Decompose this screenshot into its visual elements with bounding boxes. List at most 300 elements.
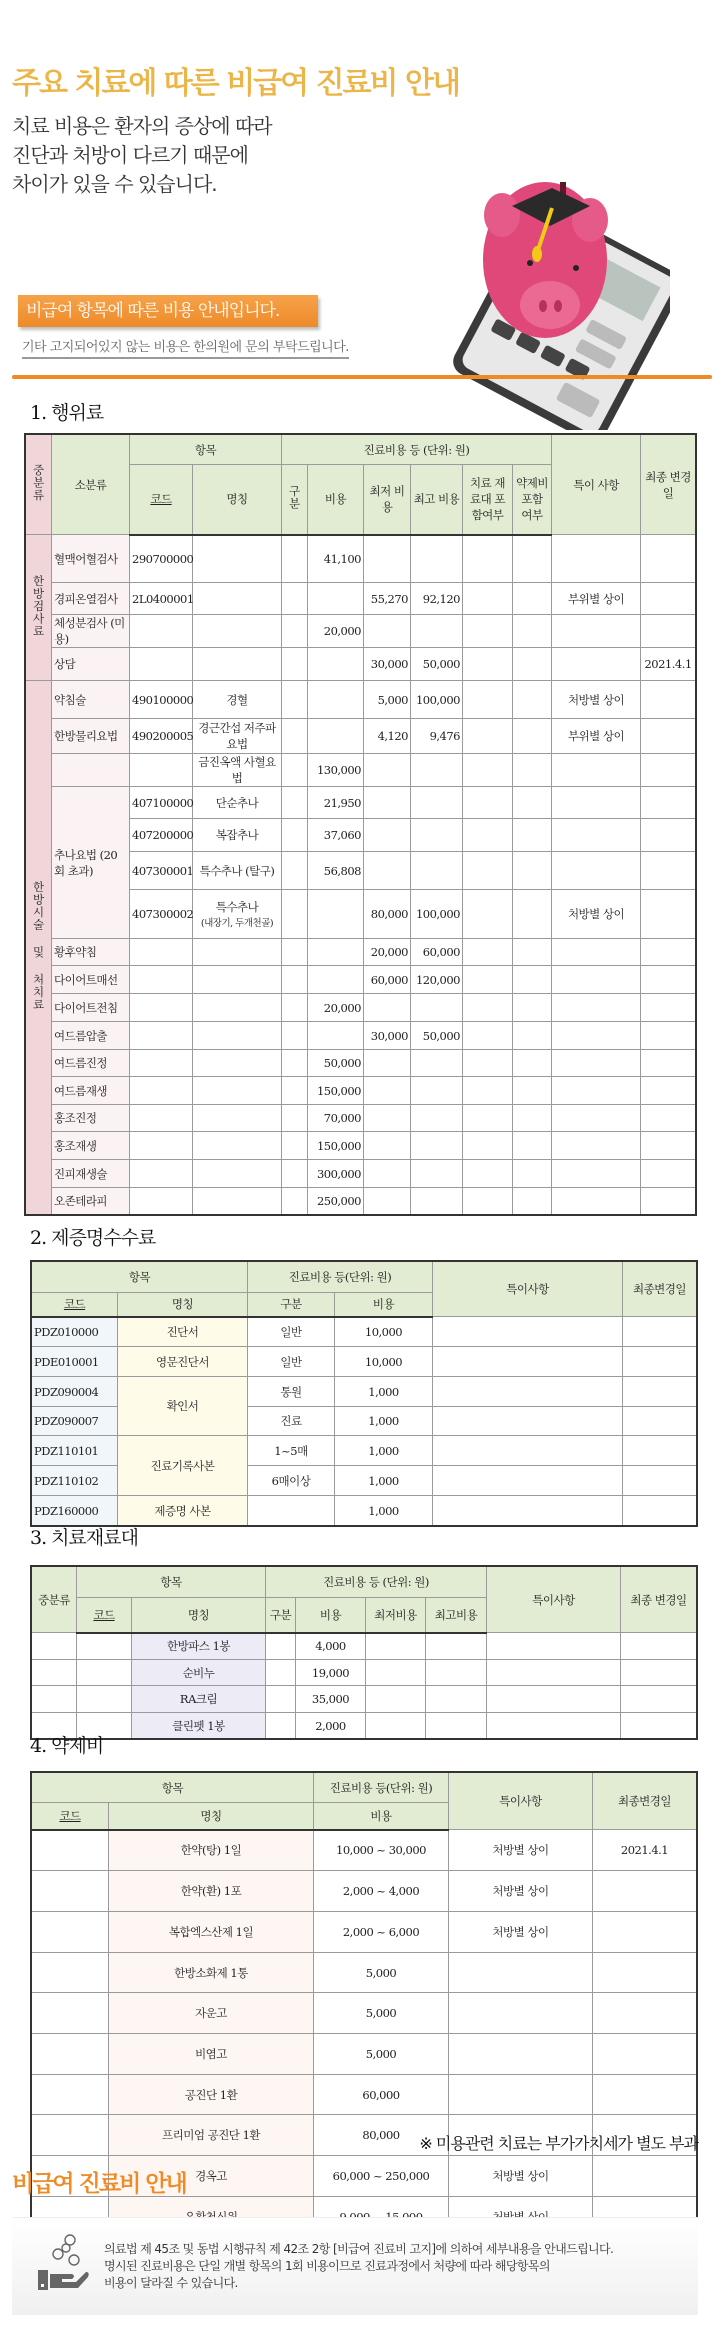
cell-min: 5,000 — [364, 681, 411, 719]
cell-sub-category: 상담 — [52, 648, 130, 681]
header-name: 명칭 — [132, 1598, 266, 1633]
header-name: 명칭 — [118, 1293, 248, 1317]
cell-max — [411, 1188, 463, 1215]
header-item: 항목 — [32, 1262, 248, 1293]
cell-cost: 41,100 — [308, 535, 364, 583]
cell-max — [411, 852, 463, 890]
cell-date — [623, 1347, 697, 1377]
cell-cost: 10,000 — [335, 1317, 433, 1347]
cell-cost: 70,000 — [308, 1105, 364, 1132]
cell-notes — [552, 1022, 641, 1050]
header-type: 구분 — [266, 1598, 296, 1633]
cell-cost: 50,000 — [308, 1050, 364, 1077]
cell-drug — [513, 1160, 552, 1188]
vat-note: ※ 미용관련 치료는 부가가치세가 별도 부과 — [419, 2134, 698, 2153]
cell-cost: 19,000 — [296, 1660, 366, 1686]
cell-notes — [449, 2075, 593, 2115]
cell-notes — [552, 1105, 641, 1132]
cell-cost: 250,000 — [308, 1188, 364, 1215]
cell-mat — [463, 754, 513, 787]
cell-date — [593, 2156, 697, 2197]
cell-type: 진료 — [248, 1407, 335, 1436]
hero-subtitle-line: 진단과 처방이 다르기 때문에 — [12, 143, 248, 167]
cell-min — [364, 615, 411, 648]
header-type: 구분 — [248, 1293, 335, 1317]
cell-notes — [433, 1496, 623, 1526]
cell-date — [593, 1912, 697, 1953]
header-mid-category: 중분류 — [26, 435, 52, 535]
cell-date — [641, 966, 696, 994]
cell-cost: 10,000 ~ 30,000 — [314, 1830, 449, 1871]
cell-date — [641, 1077, 696, 1105]
cell-sub-category: 약침술 — [52, 681, 130, 719]
cell-date: 2021.4.1 — [593, 1830, 697, 1871]
cell-name-main: 특수추나 — [215, 900, 259, 914]
notice-line: 명시된 진료비용은 단일 개별 항목의 1회 비용이므로 진료과정에서 처량에 따라 해당항목의 — [104, 2259, 550, 2273]
cell-type — [282, 939, 308, 966]
cell-type — [282, 890, 308, 939]
cell-date — [641, 719, 696, 754]
cell-max — [411, 615, 463, 648]
table-row — [26, 719, 696, 754]
cell-date — [593, 1953, 697, 1993]
header-material-included: 치료 재료대 포함여부 — [463, 465, 513, 535]
cell-name: 단순추나 — [193, 787, 282, 819]
material-fees-table — [31, 1566, 697, 1739]
cell-cost — [308, 681, 364, 719]
header-item: 항목 — [32, 1773, 314, 1803]
cell-date — [641, 939, 696, 966]
cell-type — [248, 1496, 335, 1526]
cell-cost: 300,000 — [308, 1160, 364, 1188]
cell-type — [282, 1077, 308, 1105]
header-name: 명칭 — [193, 465, 282, 535]
cell-name — [193, 1022, 282, 1050]
cell-notes — [433, 1466, 623, 1496]
cell-date — [641, 1188, 696, 1215]
divider — [12, 375, 712, 379]
header-name: 명칭 — [109, 1803, 314, 1830]
cell-mat — [463, 583, 513, 615]
header-cost: 비용 — [308, 465, 364, 535]
cell-date — [623, 1466, 697, 1496]
cell-notes — [433, 1407, 623, 1436]
cell-max — [411, 994, 463, 1022]
cell-code — [32, 2115, 109, 2156]
header-min-cost: 최저 비용 — [364, 465, 411, 535]
cell-cost: 5,000 — [314, 1953, 449, 1993]
cell-mat — [463, 719, 513, 754]
cell-cost: 56,808 — [308, 852, 364, 890]
cell-name: 한약(환) 1포 — [109, 1871, 314, 1912]
cell-name — [193, 1050, 282, 1077]
cell-notes — [552, 966, 641, 994]
cell-name — [193, 890, 282, 939]
cell-code — [130, 648, 193, 681]
cell-drug — [513, 890, 552, 939]
cell-cost — [308, 648, 364, 681]
cell-drug — [513, 583, 552, 615]
cell-cost: 1,000 — [335, 1436, 433, 1466]
header-last-changed: 최종변경일 — [623, 1262, 697, 1317]
table-row — [26, 787, 696, 819]
table-row — [26, 681, 696, 719]
cell-date — [641, 852, 696, 890]
cell-name — [193, 939, 282, 966]
page-title: 주요 치료에 따른 비급여 진료비 안내 — [12, 66, 459, 101]
cell-date — [623, 1436, 697, 1466]
cell-name — [193, 1132, 282, 1160]
header-max-cost: 최고 비용 — [411, 465, 463, 535]
cell-code — [130, 1105, 193, 1132]
cell-date — [641, 681, 696, 719]
table-row — [32, 1377, 697, 1407]
cell-cost — [308, 1022, 364, 1050]
cell-max: 50,000 — [411, 1022, 463, 1050]
cell-max: 92,120 — [411, 583, 463, 615]
cell-type — [282, 615, 308, 648]
cell-name: 한방소화제 1통 — [109, 1953, 314, 1993]
header-sub-category: 소분류 — [52, 435, 130, 535]
table-row — [32, 1993, 697, 2034]
header-max-cost: 최고비용 — [426, 1598, 487, 1633]
cell-notes — [552, 1188, 641, 1215]
cell-type — [282, 994, 308, 1022]
header-cost: 비용 — [314, 1803, 449, 1830]
cell-notes: 처방별 상이 — [552, 681, 641, 719]
table-row — [26, 648, 696, 681]
cell-name: RA크림 — [132, 1686, 266, 1713]
cell-type — [282, 1105, 308, 1132]
cell-min — [364, 1132, 411, 1160]
cell-max — [411, 1132, 463, 1160]
cell-mat — [463, 1022, 513, 1050]
cell-code — [130, 994, 193, 1022]
cell-drug — [513, 754, 552, 787]
certificate-fees-table — [31, 1261, 697, 1526]
cell-max — [411, 1077, 463, 1105]
cell-code: 407200000 — [130, 819, 193, 852]
cell-code — [130, 1160, 193, 1188]
hero-subtitle — [12, 112, 272, 199]
cell-mat — [463, 1050, 513, 1077]
cell-max — [411, 1105, 463, 1132]
cell-drug — [513, 1105, 552, 1132]
cell-notes — [433, 1317, 623, 1347]
cell-name — [193, 994, 282, 1022]
cell-type — [282, 583, 308, 615]
cell-mat — [463, 1105, 513, 1132]
hero-subtitle-line: 치료 비용은 환자의 증상에 따라 — [12, 114, 272, 138]
cell-name — [193, 583, 282, 615]
cell-name: 복잡추나 — [193, 819, 282, 852]
cell-sub-category: 다이어트매선 — [52, 966, 130, 994]
section-title-certificate-fees: 2. 제증명수수료 — [30, 1227, 156, 1249]
header-cost: 비용 — [335, 1293, 433, 1317]
cell-cost: 150,000 — [308, 1132, 364, 1160]
cell-notes — [449, 2034, 593, 2075]
cell-min — [364, 1105, 411, 1132]
cell-notes — [552, 615, 641, 648]
cell-name — [193, 648, 282, 681]
cell-max: 50,000 — [411, 648, 463, 681]
cell-type — [282, 648, 308, 681]
cell-sub-category: 여드름진정 — [52, 1050, 130, 1077]
cell-drug — [513, 1077, 552, 1105]
header-cost-group: 진료비용 등(단위: 원) — [248, 1262, 433, 1293]
cell-code: 2L0400001 — [130, 583, 193, 615]
cell-sub-category: 여드름재생 — [52, 1077, 130, 1105]
cell-sub-category: 혈맥어혈검사 — [52, 535, 130, 583]
table-row — [32, 2075, 697, 2115]
cell-mat — [463, 615, 513, 648]
cell-code — [130, 1188, 193, 1215]
table-row — [26, 1160, 696, 1188]
table-row — [32, 1871, 697, 1912]
procedure-fees-table — [25, 434, 696, 1215]
table-row — [32, 1912, 697, 1953]
cell-sub-category: 홍조재생 — [52, 1132, 130, 1160]
cell-code — [130, 1050, 193, 1077]
table-row — [26, 1077, 696, 1105]
hand-coins-icon — [32, 2232, 94, 2294]
cell-code — [130, 966, 193, 994]
header-code: 코드 — [32, 1293, 118, 1317]
cell-date — [641, 583, 696, 615]
cell-min: 60,000 — [364, 966, 411, 994]
cell-max: 100,000 — [411, 890, 463, 939]
cell-notes — [552, 994, 641, 1022]
cell-cost: 4,000 — [296, 1633, 366, 1660]
cell-notes: 처방별 상이 — [449, 1830, 593, 1871]
cell-name — [193, 615, 282, 648]
cell-type — [282, 852, 308, 890]
cell-notes: 처방별 상이 — [449, 1871, 593, 1912]
cell-max — [411, 535, 463, 583]
cell-date — [641, 1022, 696, 1050]
cell-drug — [513, 1188, 552, 1215]
cell-name: 경옥고 — [109, 2156, 314, 2197]
header-notes: 특이사항 — [449, 1773, 593, 1830]
cell-cost: 60,000 — [314, 2075, 449, 2115]
cell-cost: 20,000 — [308, 994, 364, 1022]
cell-date — [593, 2034, 697, 2075]
cell-mat — [463, 648, 513, 681]
cell-code — [130, 939, 193, 966]
cell-mat — [463, 994, 513, 1022]
cell-sub-category: 추나요법 (20회 초과) — [52, 787, 130, 939]
cell-cost — [308, 890, 364, 939]
table-row — [26, 1132, 696, 1160]
header-notes: 특이 사항 — [552, 435, 641, 535]
cell-notes — [433, 1347, 623, 1377]
cell-sub-category: 황후약침 — [52, 939, 130, 966]
cell-min — [364, 754, 411, 787]
cell-code: PDZ090007 — [32, 1407, 118, 1436]
cell-type: 일반 — [248, 1317, 335, 1347]
cell-code — [32, 1993, 109, 2034]
cell-notes — [552, 939, 641, 966]
cell-mat — [463, 890, 513, 939]
cell-cost: 20,000 — [308, 615, 364, 648]
cell-sub-category: 오존테라피 — [52, 1188, 130, 1215]
cell-code: PDZ010000 — [32, 1317, 118, 1347]
table-row — [32, 1633, 697, 1660]
cell-notes: 부위별 상이 — [552, 719, 641, 754]
cell-mat — [463, 1188, 513, 1215]
cell-date — [623, 1317, 697, 1347]
cell-cost: 2,000 ~ 6,000 — [314, 1912, 449, 1953]
table-row — [32, 1713, 697, 1739]
cell-cost: 130,000 — [308, 754, 364, 787]
cell-mat — [463, 1132, 513, 1160]
cell-drug — [513, 939, 552, 966]
cell-notes: 처방별 상이 — [449, 2156, 593, 2197]
cell-code — [32, 1953, 109, 1993]
cell-mat — [463, 819, 513, 852]
cell-sub-category: 한방물리요법 — [52, 719, 130, 754]
cell-code: PDZ090004 — [32, 1377, 118, 1407]
cell-mat — [463, 535, 513, 583]
cell-notes — [552, 852, 641, 890]
cell-code — [32, 1912, 109, 1953]
cell-cost: 2,000 — [296, 1713, 366, 1739]
cell-date — [623, 1407, 697, 1436]
cell-code: PDZ160000 — [32, 1496, 118, 1526]
cell-mat — [463, 787, 513, 819]
cell-date — [641, 819, 696, 852]
cell-notes: 처방별 상이 — [449, 1912, 593, 1953]
table-row — [32, 1830, 697, 1871]
cell-drug — [513, 994, 552, 1022]
info-banner: 비급여 항목에 따른 비용 안내입니다. — [18, 295, 318, 327]
cell-name: 자운고 — [109, 1993, 314, 2034]
cell-notes — [552, 787, 641, 819]
cell-code: PDZ110102 — [32, 1466, 118, 1496]
cell-cost: 150,000 — [308, 1077, 364, 1105]
cell-code: PDE010001 — [32, 1347, 118, 1377]
cell-date — [641, 754, 696, 787]
cell-cost: 1,000 — [335, 1377, 433, 1407]
cell-code: 407100000 — [130, 787, 193, 819]
table-row — [26, 994, 696, 1022]
cell-type — [282, 1022, 308, 1050]
cell-name: 프리미엄 공진단 1환 — [109, 2115, 314, 2156]
notice-box — [12, 2217, 698, 2315]
table-row — [26, 583, 696, 615]
cell-mat — [463, 681, 513, 719]
table-row — [26, 1105, 696, 1132]
cell-sub-category: 체성분검사 (미용) — [52, 615, 130, 648]
piggy-bank-calculator-image — [440, 110, 670, 430]
cell-date — [623, 1496, 697, 1526]
cell-mid-category: 한방시술 및 처치료 — [26, 681, 52, 1215]
cell-drug — [513, 1050, 552, 1077]
cell-cost — [308, 939, 364, 966]
cell-date — [641, 1132, 696, 1160]
cell-drug — [513, 615, 552, 648]
cell-notes — [433, 1377, 623, 1407]
section-title-procedure-fees: 1. 행위료 — [30, 402, 104, 424]
cell-code: 407300001 — [130, 852, 193, 890]
cell-max — [411, 754, 463, 787]
cell-min — [364, 994, 411, 1022]
header-cost-group: 진료비용 등 (단위: 원) — [266, 1567, 487, 1598]
table-row — [32, 1347, 697, 1377]
table-row — [32, 1660, 697, 1686]
cell-code — [130, 754, 193, 787]
cell-code — [32, 2075, 109, 2115]
cell-min — [364, 1050, 411, 1077]
cell-max — [411, 1050, 463, 1077]
cell-name: 복합엑스산제 1일 — [109, 1912, 314, 1953]
cell-drug — [513, 1022, 552, 1050]
cell-mat — [463, 1160, 513, 1188]
cell-drug — [513, 966, 552, 994]
cell-type — [282, 754, 308, 787]
cell-name-note: (내장기, 두개천골) — [200, 918, 274, 929]
cell-code — [130, 1132, 193, 1160]
cell-min: 30,000 — [364, 1022, 411, 1050]
cell-min — [364, 1188, 411, 1215]
cell-min — [364, 1160, 411, 1188]
cell-notes: 처방별 상이 — [552, 890, 641, 939]
table-row — [26, 1188, 696, 1215]
cell-drug — [513, 852, 552, 890]
section-title-drug-fees: 4. 약제비 — [30, 1735, 104, 1757]
cell-min: 30,000 — [364, 648, 411, 681]
cell-notes — [449, 1953, 593, 1993]
cell-sub-category: 여드름압출 — [52, 1022, 130, 1050]
cell-notes — [552, 819, 641, 852]
cell-date — [641, 1160, 696, 1188]
header-last-changed: 최종 변경일 — [641, 435, 696, 535]
cell-sub-category: 홍조진정 — [52, 1105, 130, 1132]
cell-min — [364, 1077, 411, 1105]
cell-min: 20,000 — [364, 939, 411, 966]
cell-code: 290700000 — [130, 535, 193, 583]
cell-drug — [513, 1132, 552, 1160]
cell-cost — [308, 719, 364, 754]
cell-name: 클린펫 1봉 — [132, 1713, 266, 1739]
cell-mat — [463, 1077, 513, 1105]
cell-name: 금진옥액 사혈요법 — [193, 754, 282, 787]
cell-notes — [449, 1993, 593, 2034]
cell-type — [282, 787, 308, 819]
cell-date — [641, 787, 696, 819]
cell-code — [130, 1077, 193, 1105]
cell-max — [411, 1160, 463, 1188]
section-title-material-fees: 3. 치료재료대 — [30, 1527, 138, 1549]
cell-type — [282, 719, 308, 754]
cell-type — [282, 966, 308, 994]
cell-code — [32, 1830, 109, 1871]
cell-code: 490100000 — [130, 681, 193, 719]
cell-type — [282, 1132, 308, 1160]
table-row — [32, 1436, 697, 1466]
cell-name: 진료기록사본 — [118, 1436, 248, 1496]
cell-sub-category: 경피온열검사 — [52, 583, 130, 615]
cell-date — [593, 1993, 697, 2034]
cell-cost: 5,000 — [314, 2034, 449, 2075]
cell-name — [193, 1105, 282, 1132]
cell-cost: 1,000 — [335, 1496, 433, 1526]
cell-name — [193, 1077, 282, 1105]
cell-code: 407300002 — [130, 890, 193, 939]
cell-notes — [552, 535, 641, 583]
table-row — [32, 1953, 697, 1993]
header-notes: 특이사항 — [433, 1262, 623, 1317]
